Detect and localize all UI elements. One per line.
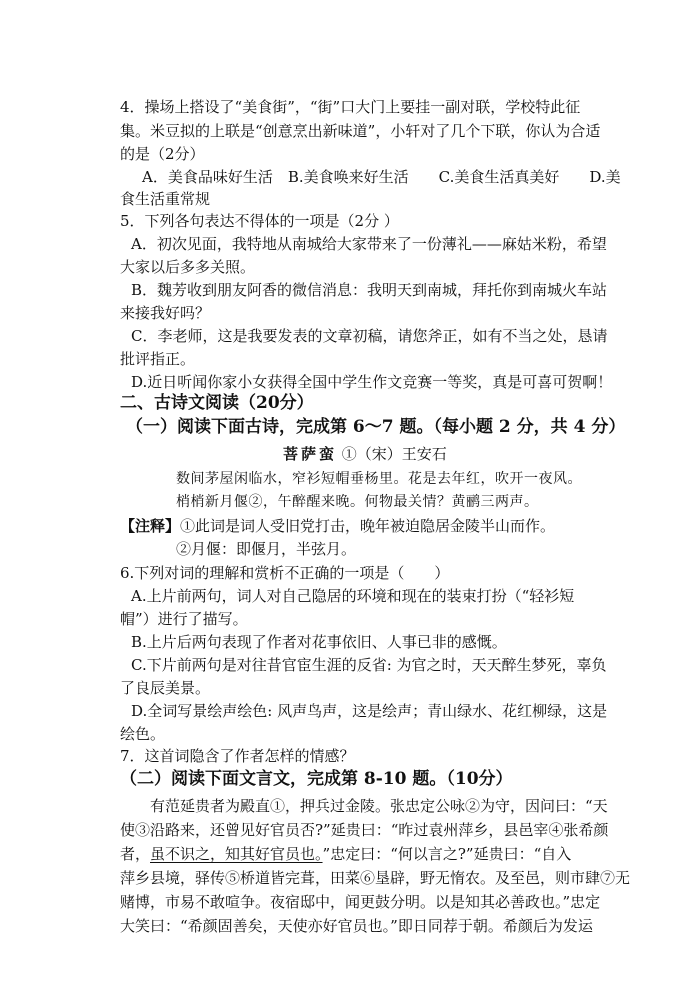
prose-line-4: 萍乡县境，驿传⑤桥道皆完葺，田菜⑥垦辟，野无惰农。及至邑，则市肆⑦无: [120, 869, 631, 887]
q5-option-c-cont: 批评指正。: [120, 350, 196, 368]
section-2-1-heading: （一）阅读下面古诗，完成第 6～7 题。（每小题 2 分，共 4 分）: [126, 417, 626, 437]
poem-meta: ①（宋）王安石: [341, 445, 447, 463]
q4-line-2: 集。米豆拟的上联是“创意烹出新味道”，小轩对了几个下联，你认为合适: [120, 122, 601, 140]
prose-line-2: 使③沿路来，还曾见好官员否?”延贵曰：“昨过袁州萍乡，县邑宰④张希颜: [120, 821, 609, 839]
q5-option-a-cont: 大家以后多多关照。: [120, 258, 256, 276]
q5-option-d: D.近日听闻你家小女获得全国中学生作文竞赛一等奖，真是可喜可贺啊！: [131, 373, 613, 391]
prose-line-3: [120, 843, 571, 865]
note-1: ①此词是词人受旧党打击，晚年被迫隐居金陵半山而作。: [180, 517, 556, 535]
q4-line-3: 的是（2分）: [120, 145, 205, 163]
q5-option-c: C．李老师，这是我要发表的文章初稿，请您斧正，如有不当之处，恳请: [131, 327, 608, 345]
q6-option-a: A.上片前两句，词人对自己隐居的环境和现在的装束打扮（“轻衫短: [131, 587, 575, 605]
q6-option-a-cont: 帽”）进行了描写。: [120, 610, 248, 628]
q6-option-b: B.上片后两句表现了作者对花事依旧、人事已非的感慨。: [131, 633, 507, 651]
poem-line-2: 梢梢新月偃②，午醉醒来晚。何物最关情？黄鹂三两声。: [176, 494, 539, 510]
q6-option-c-cont: 了良辰美景。: [120, 679, 211, 697]
section-2-2-heading: （二）阅读下面文言文，完成第 8-10 题。（10分）: [120, 769, 513, 789]
q6-option-d: D.全词写景绘声绘色: 风声鸟声，这是绘声；青山绿水、花红柳绿，这是: [131, 702, 608, 720]
q6-option-d-cont: 绘色。: [120, 725, 166, 743]
prose-line-3-b: ”忠定曰：“何以言之?”延贵曰：“自入: [322, 845, 572, 863]
q5-option-b-cont: 来接我好吗？: [120, 304, 211, 322]
q6-stem: 6.下列对词的理解和赏析不正确的一项是（ ）: [120, 564, 450, 582]
prose-line-1: 有范延贵者为殿直①，押兵过金陵。张忠定公咏②为守，因问曰：“天: [150, 797, 608, 815]
poem-title: 菩萨蛮: [283, 445, 338, 463]
prose-line-6: 大笑曰：“希颜固善矣，天使亦好官员也。”即日同荐于朝。希颜后为发运: [120, 917, 593, 935]
prose-line-3-a: 者，: [120, 845, 151, 863]
note-2: ②月偃：即偃月，半弦月。: [176, 540, 357, 558]
prose-underlined-sentence: 虽不识之，知其好官员也。: [150, 845, 323, 863]
section-2-heading: 二、古诗文阅读（20分）: [120, 393, 314, 413]
q6-option-c: C.下片前两句是对往昔官宦生涯的反省: 为官之时，天天醉生梦死，辜负: [131, 656, 607, 674]
poem-line-1: 数间茅屋闲临水，窄衫短帽垂杨里。花是去年红，吹开一夜风。: [176, 471, 582, 487]
prose-line-5: 赌博，市易不敢喧争。夜宿邸中，闻更鼓分明。以是知其必善政也。”忠定: [120, 893, 601, 911]
q7-stem: 7．这首词隐含了作者怎样的情感？: [120, 747, 355, 765]
q4-line-1: 4．操场上搭设了“美食街”，“街”口大门上要挂一副对联，学校特此征: [120, 98, 581, 116]
q5-option-b: B．魏芳收到朋友阿香的微信消息：我明天到南城，拜托你到南城火车站: [131, 281, 608, 299]
notes-line-1: [120, 515, 555, 537]
q4-line-5: 食生活重常规: [120, 190, 211, 208]
notes-label: 【注释】: [120, 517, 181, 535]
q4-options: A．美食品味好生活 B.美食唤来好生活 C.美食生活真美好 D.美: [142, 168, 621, 186]
q5-stem: 5．下列各句表达不得体的一项是（2分 ）: [120, 212, 399, 230]
poem-heading: [283, 443, 447, 465]
q5-option-a: A．初次见面，我特地从南城给大家带来了一份薄礼——麻姑米粉，希望: [131, 235, 607, 253]
